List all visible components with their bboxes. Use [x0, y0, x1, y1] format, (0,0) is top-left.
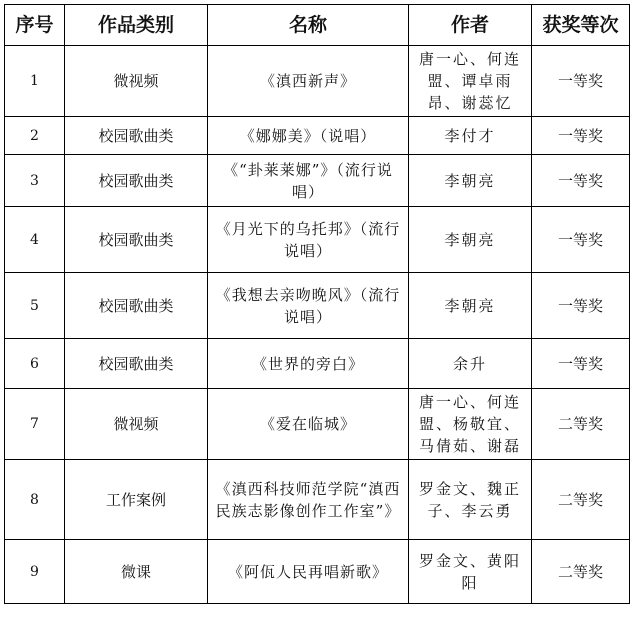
- cell-name: 《滇西新声》: [208, 46, 409, 117]
- cell-author: 罗金文、魏正子、李云勇: [409, 460, 532, 540]
- cell-category: 校园歌曲类: [65, 117, 208, 155]
- cell-seq: 4: [5, 207, 65, 273]
- cell-award: 一等奖: [532, 117, 630, 155]
- cell-name: 《月光下的乌托邦》（流行说唱）: [208, 207, 409, 273]
- cell-award: 一等奖: [532, 339, 630, 389]
- cell-seq: 9: [5, 540, 65, 604]
- cell-category: 微视频: [65, 46, 208, 117]
- cell-category: 校园歌曲类: [65, 207, 208, 273]
- table-row: [5, 155, 630, 207]
- header-award: 获奖等次: [532, 5, 630, 46]
- table-row: [5, 117, 630, 155]
- cell-author: 李朝亮: [409, 273, 532, 339]
- cell-name: 《世界的旁白》: [208, 339, 409, 389]
- cell-award: 二等奖: [532, 460, 630, 540]
- cell-seq: 8: [5, 460, 65, 540]
- cell-category: 校园歌曲类: [65, 273, 208, 339]
- table-row: [5, 207, 630, 273]
- cell-seq: 3: [5, 155, 65, 207]
- cell-name: 《娜娜美》（说唱）: [208, 117, 409, 155]
- cell-category: 校园歌曲类: [65, 155, 208, 207]
- header-seq: 序号: [5, 5, 65, 46]
- cell-seq: 2: [5, 117, 65, 155]
- cell-category: 微课: [65, 540, 208, 604]
- cell-author: 罗金文、黄阳阳: [409, 540, 532, 604]
- cell-author: 李朝亮: [409, 207, 532, 273]
- cell-name: 《爱在临城》: [208, 389, 409, 460]
- awards-table: [4, 4, 630, 604]
- cell-award: 一等奖: [532, 207, 630, 273]
- table-row: [5, 389, 630, 460]
- cell-seq: 6: [5, 339, 65, 389]
- table-row: [5, 460, 630, 540]
- cell-award: 二等奖: [532, 389, 630, 460]
- cell-seq: 1: [5, 46, 65, 117]
- cell-name: 《滇西科技师范学院“滇西民族志影像创作工作室”》: [208, 460, 409, 540]
- cell-author: 唐一心、何连盟、杨敬宜、马倩茹、谢磊: [409, 389, 532, 460]
- cell-author: 余升: [409, 339, 532, 389]
- cell-category: 微视频: [65, 389, 208, 460]
- table-row: [5, 273, 630, 339]
- cell-award: 二等奖: [532, 540, 630, 604]
- cell-author: 唐一心、何连盟、谭卓雨昂、谢蕊忆: [409, 46, 532, 117]
- header-category: 作品类别: [65, 5, 208, 46]
- cell-award: 一等奖: [532, 273, 630, 339]
- cell-award: 一等奖: [532, 155, 630, 207]
- cell-category: 校园歌曲类: [65, 339, 208, 389]
- cell-author: 李付才: [409, 117, 532, 155]
- cell-name: 《我想去亲吻晚风》（流行说唱）: [208, 273, 409, 339]
- cell-category: 工作案例: [65, 460, 208, 540]
- table-row: [5, 540, 630, 604]
- header-row: [5, 5, 630, 46]
- cell-seq: 7: [5, 389, 65, 460]
- cell-author: 李朝亮: [409, 155, 532, 207]
- header-name: 名称: [208, 5, 409, 46]
- cell-name: 《阿佤人民再唱新歌》: [208, 540, 409, 604]
- table-row: [5, 339, 630, 389]
- cell-seq: 5: [5, 273, 65, 339]
- cell-award: 一等奖: [532, 46, 630, 117]
- header-author: 作者: [409, 5, 532, 46]
- cell-name: 《“卦莱莱娜”》（流行说唱）: [208, 155, 409, 207]
- table-row: [5, 46, 630, 117]
